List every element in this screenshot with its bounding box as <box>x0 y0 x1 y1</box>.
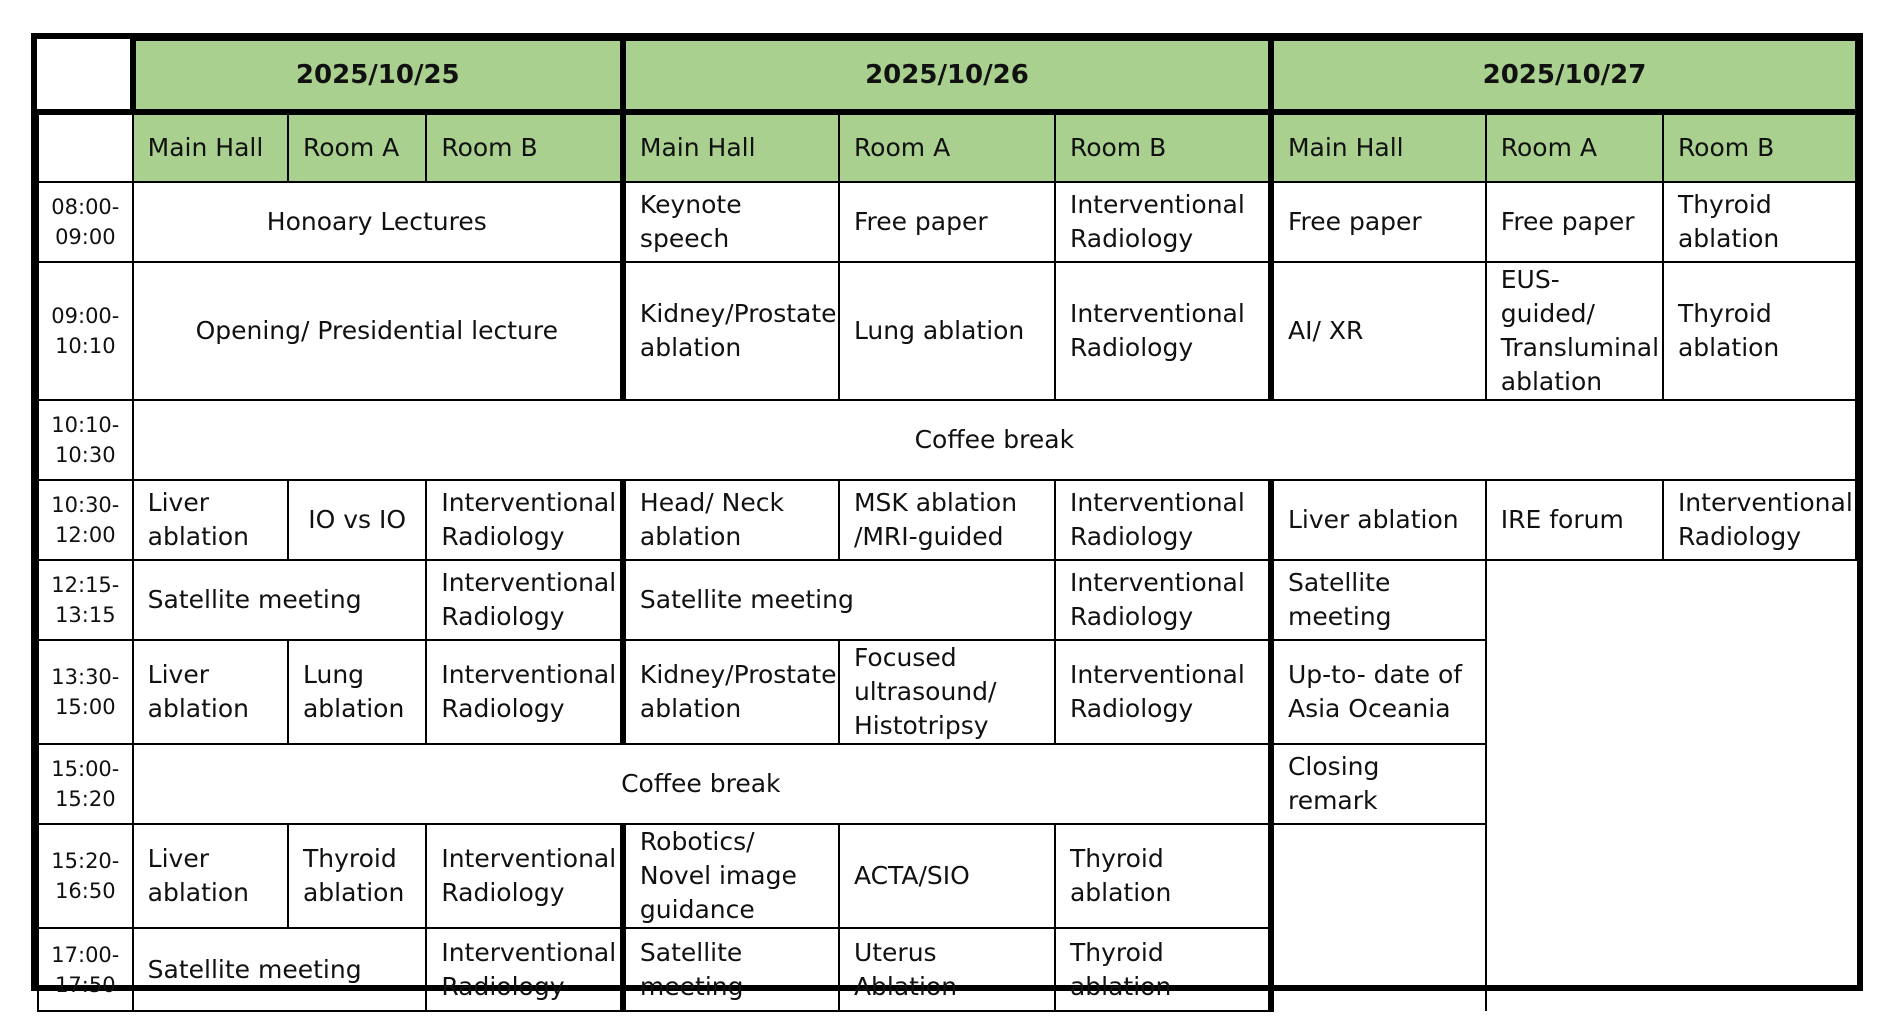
session-cell: Lung ablation <box>288 640 426 744</box>
session-cell: Closing remark <box>1271 744 1486 824</box>
date-header-3: 2025/10/27 <box>1271 40 1856 112</box>
session-cell: Interventional Radiology <box>426 640 623 744</box>
session-cell: AI/ XR <box>1271 262 1486 400</box>
session-cell: Interventional Radiology <box>426 928 623 1011</box>
session-cell: Keynote speech <box>623 182 839 262</box>
schedule-row <box>38 400 1856 480</box>
session-cell: Interventional Radiology <box>1663 480 1856 560</box>
time-cell: 17:00- 17:50 <box>38 928 133 1011</box>
room-header-room-a-d1: Room A <box>288 112 426 182</box>
session-cell: Liver ablation <box>133 824 288 928</box>
session-cell: Free paper <box>1271 182 1486 262</box>
session-cell: Satellite meeting <box>1271 560 1486 640</box>
time-cell: 15:00- 15:20 <box>38 744 133 824</box>
session-cell: Interventional Radiology <box>426 480 623 560</box>
room-header-main-hall-d3: Main Hall <box>1271 112 1486 182</box>
session-cell: Interventional Radiology <box>1055 560 1271 640</box>
session-cell: IRE forum <box>1486 480 1663 560</box>
room-header-room-b-d3: Room B <box>1663 112 1856 182</box>
date-header-2: 2025/10/26 <box>623 40 1271 112</box>
session-cell: EUS-guided/ Transluminal ablation <box>1486 262 1663 400</box>
time-cell: 09:00- 10:10 <box>38 262 133 400</box>
date-header-row <box>38 40 1856 112</box>
session-cell: Kidney/Prostate ablation <box>623 640 839 744</box>
session-cell: Liver ablation <box>133 640 288 744</box>
session-cell: Free paper <box>1486 182 1663 262</box>
session-cell: Interventional Radiology <box>1055 262 1271 400</box>
coffee-break-cell: Coffee break <box>133 400 1856 480</box>
empty-area <box>1486 560 1856 1011</box>
corner-cell <box>38 40 133 112</box>
session-cell: Thyroid ablation <box>1663 262 1856 400</box>
schedule-row <box>38 262 1856 400</box>
session-cell: Interventional Radiology <box>426 824 623 928</box>
session-cell: Opening/ Presidential lecture <box>133 262 623 400</box>
date-header-1: 2025/10/25 <box>133 40 623 112</box>
session-cell: Interventional Radiology <box>426 560 623 640</box>
session-cell: Interventional Radiology <box>1055 182 1271 262</box>
room-header-row <box>38 112 1856 182</box>
session-cell: Kidney/Prostate ablation <box>623 262 839 400</box>
room-header-room-a-d2: Room A <box>839 112 1055 182</box>
schedule-frame <box>31 33 1863 1001</box>
session-cell: Satellite meeting <box>133 560 427 640</box>
session-cell: Focused ultrasound/ Histotripsy <box>839 640 1055 744</box>
time-cell: 10:30- 12:00 <box>38 480 133 560</box>
conference-schedule-table <box>37 39 1857 1012</box>
schedule-row <box>38 480 1856 560</box>
session-cell: IO vs IO <box>288 480 426 560</box>
schedule-row <box>38 182 1856 262</box>
session-cell: ACTA/SIO <box>839 824 1055 928</box>
session-cell: Thyroid ablation <box>1055 928 1271 1011</box>
room-header-main-hall-d1: Main Hall <box>133 112 288 182</box>
room-header-room-b-d2: Room B <box>1055 112 1271 182</box>
session-cell: Thyroid ablation <box>1055 824 1271 928</box>
time-cell: 08:00- 09:00 <box>38 182 133 262</box>
session-cell: Thyroid ablation <box>1663 182 1856 262</box>
session-cell: Interventional Radiology <box>1055 480 1271 560</box>
coffee-break-cell: Coffee break <box>133 744 1271 824</box>
session-cell: Lung ablation <box>839 262 1055 400</box>
session-cell: Liver ablation <box>133 480 288 560</box>
room-header-main-hall-d2: Main Hall <box>623 112 839 182</box>
session-cell: Head/ Neck ablation <box>623 480 839 560</box>
room-header-room-b-d1: Room B <box>426 112 623 182</box>
time-cell: 15:20- 16:50 <box>38 824 133 928</box>
session-cell: Up-to- date of Asia Oceania <box>1271 640 1486 744</box>
empty-area <box>1271 824 1486 1011</box>
time-cell: 12:15- 13:15 <box>38 560 133 640</box>
session-cell: Interventional Radiology <box>1055 640 1271 744</box>
room-header-room-a-d3: Room A <box>1486 112 1663 182</box>
time-cell: 10:10- 10:30 <box>38 400 133 480</box>
session-cell: Honoary Lectures <box>133 182 623 262</box>
time-cell: 13:30- 15:00 <box>38 640 133 744</box>
session-cell: Satellite meeting <box>133 928 427 1011</box>
session-cell: Free paper <box>839 182 1055 262</box>
schedule-row <box>38 560 1856 640</box>
session-cell: Thyroid ablation <box>288 824 426 928</box>
session-cell: Robotics/ Novel image guidance <box>623 824 839 928</box>
session-cell: Satellite meeting <box>623 560 1055 640</box>
session-cell: Uterus Ablation <box>839 928 1055 1011</box>
session-cell: Liver ablation <box>1271 480 1486 560</box>
session-cell: MSK ablation /MRI-guided <box>839 480 1055 560</box>
session-cell: Satellite meeting <box>623 928 839 1011</box>
time-header-cell <box>38 112 133 182</box>
